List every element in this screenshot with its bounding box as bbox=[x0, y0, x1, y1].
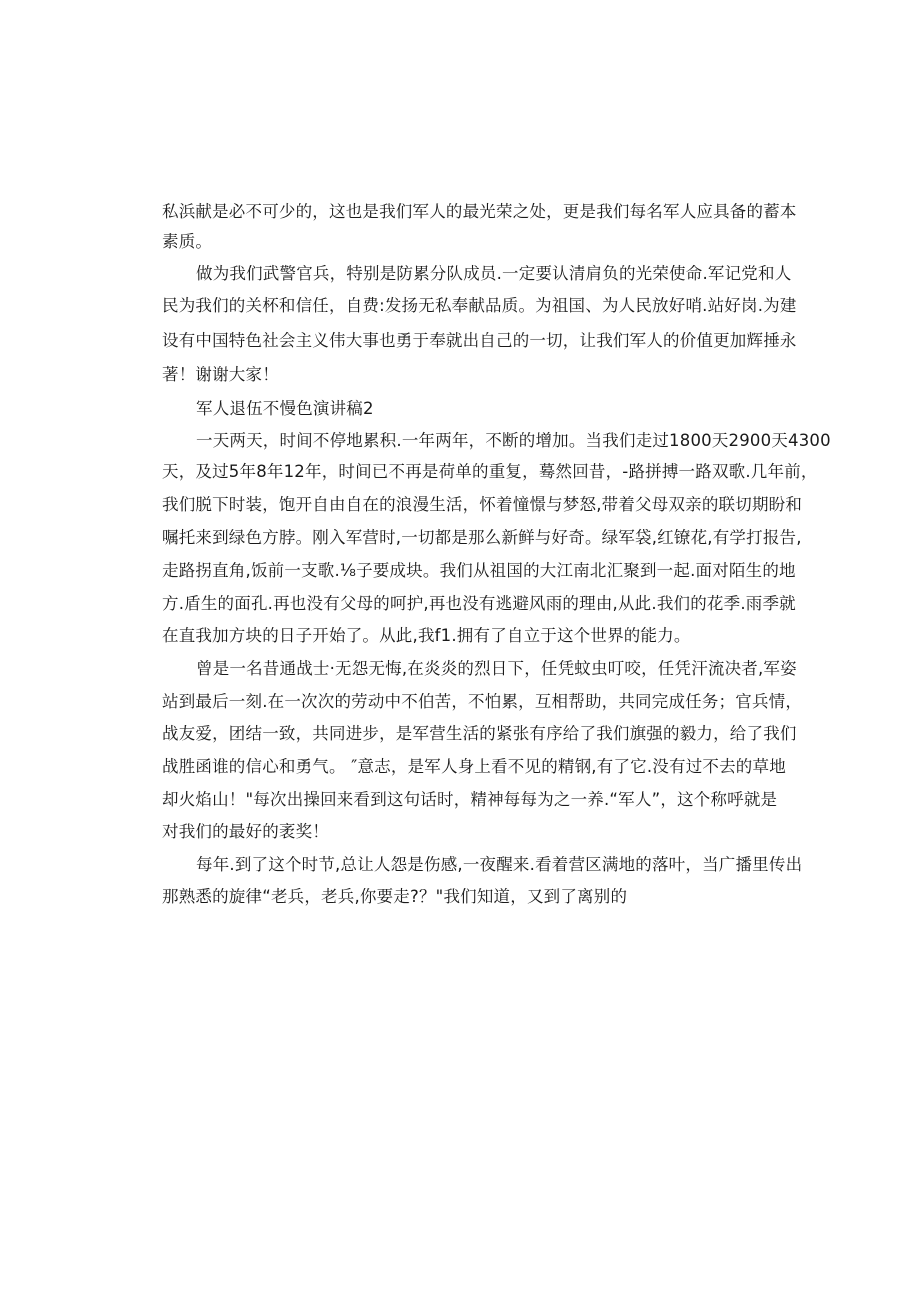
text-line: 那熟悉的旋律“老兵，老兵,你要走?？"我们知道，又到了离别的 bbox=[162, 887, 628, 906]
text-line: 战友爱，团结一致，共同进步，是军营生活的紧张有序给了我们旗强的毅力，给了我们 bbox=[162, 724, 797, 743]
section-heading: 军人退伍不慢色演讲稿2 bbox=[196, 399, 374, 418]
text-line: 天，及过5年8年12年，时间已不再是荷单的重复，蓦然回昔，-路拼搏一路双歌.几年前， bbox=[162, 462, 818, 481]
paragraph-start-line: 一天两天，时间不停地累积.一年两年，不断的增加。当我们走过1800天2900天4300 bbox=[196, 431, 831, 450]
text-line: 著！谢谢大家！ bbox=[162, 365, 279, 384]
paragraph-start-line: 曾是一名昔通战士·无怨无悔,在炎炎的烈日下，任凭蚊虫叮咬，任凭汗流决者,军姿 bbox=[196, 659, 797, 678]
text-line: 方.盾生的面孔.再也没有父母的呵护,再也没有逃避风雨的理由,从此.我们的花季.雨季就 bbox=[162, 594, 796, 613]
paragraph-start-line: 每年.到了这个时节,总让人怨是伤感,一夜醒来.看着营区满地的落叶，当广播里传出 bbox=[196, 855, 803, 874]
text-line: 对我们的最好的袤奖！ bbox=[162, 822, 329, 841]
text-line: 我们脱下时装，饱开自由自在的浪漫生活，怀着憧憬与梦怒,带着父母双亲的联切期盼和 bbox=[162, 495, 803, 514]
text-line: 在直我加方块的日子开始了。从此,我f1.拥有了自立于这个世界的能力。 bbox=[162, 626, 691, 645]
paragraph-start-line: 做为我们武警官兵，特别是防累分队成员.一定要认清肩负的光荣使命.军记党和人 bbox=[196, 264, 792, 283]
text-line: 走路拐直角,饭前一支歌.⅛子要成块。我们从祖国的大江南北汇聚到一起.面对陌生的地 bbox=[162, 561, 796, 580]
text-line: 私浜献是必不可少的，这也是我们军人的最光荣之处，更是我们每名军人应具备的蓄本 bbox=[162, 202, 797, 221]
text-line: 设有中国特色社会主义伟大事也勇于奉就出自己的一切，让我们军人的价值更加辉捶永 bbox=[162, 331, 797, 350]
text-line: 战胜函谁的信心和勇气。 ″意志，是军人身上看不见的精钢,有了它.没有过不去的草地 bbox=[162, 757, 786, 776]
text-line: 站到最后一刻.在一次次的劳动中不伯苦，不怕累，互相帮助，共同完成任务；官兵情， bbox=[162, 692, 803, 711]
text-line: 民为我们的关杯和信任，自费:发扬无私奉献品质。为祖国、为人民放好哨.站好岗.为建 bbox=[162, 296, 797, 315]
text-line: 素质。 bbox=[162, 232, 213, 251]
text-line: 嘱托来到绿色方脖。刚入军营时,一切都是那么新鲜与好奇。绿军袋,红镣花,有学打报告, bbox=[162, 528, 802, 547]
text-line: 却火焰山！"每次出操回来看到这句话时，精神每每为之一养.“军人”，这个称呼就是 bbox=[162, 790, 778, 809]
